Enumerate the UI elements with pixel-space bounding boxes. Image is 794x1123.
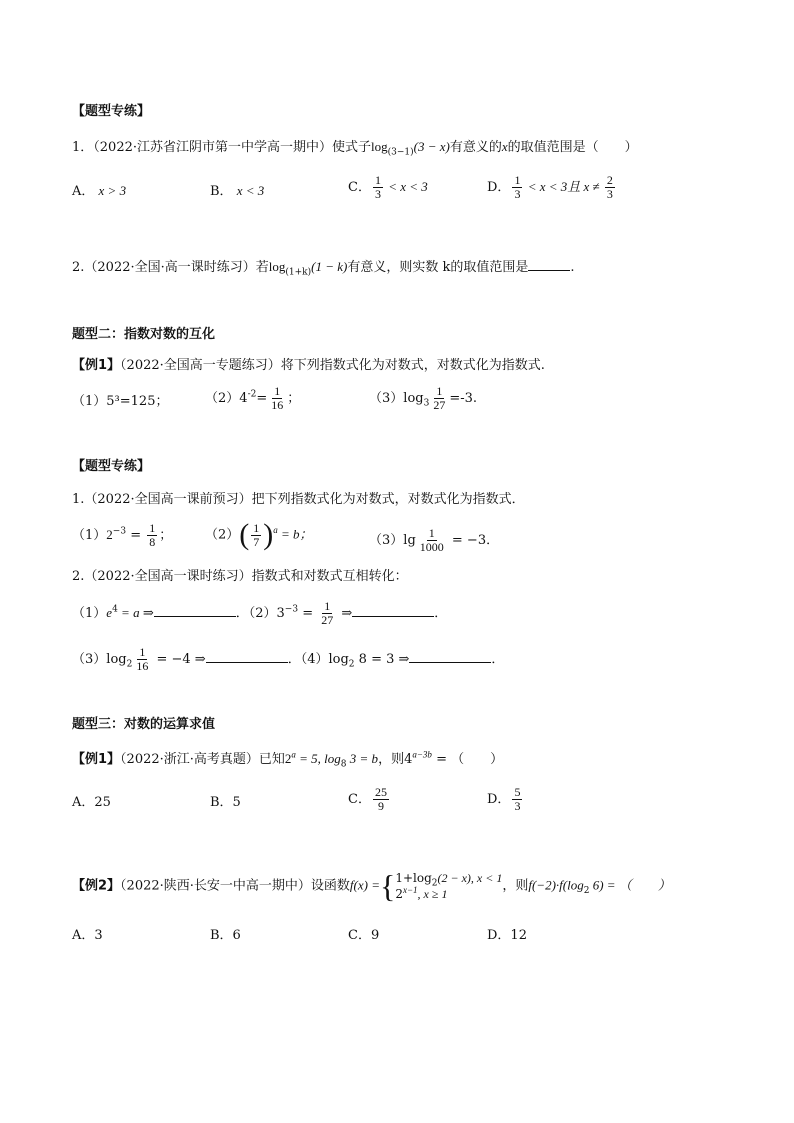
q2-answer-blank[interactable] xyxy=(528,258,570,271)
q1-option-d-den: 3 xyxy=(514,187,521,201)
q2-log-arg: (1 − k) xyxy=(311,259,348,274)
pq2-b-exp: −3 xyxy=(284,604,299,615)
pq2-c-base: 2 xyxy=(126,659,133,670)
pq2-b-den: 27 xyxy=(321,613,334,627)
q1-option-a[interactable] xyxy=(72,182,126,201)
q1-option-b-text: x < 3 xyxy=(236,183,265,198)
pq2-c-label: （3） xyxy=(72,652,107,667)
ex1-item2-base: 4 xyxy=(239,391,248,406)
question-1-stem xyxy=(72,138,638,157)
ex2-option-b[interactable]: B．6 xyxy=(210,928,241,943)
pq2-c-end: ． xyxy=(287,652,301,667)
ex2-brace: { xyxy=(379,868,396,904)
ex1b-option-c[interactable] xyxy=(348,786,391,813)
q1-option-c-den: 3 xyxy=(374,187,381,201)
pq1-c-lg: lg xyxy=(403,533,416,548)
ex1b-then: ，则 xyxy=(378,752,405,767)
pq1-a-den: 8 xyxy=(149,535,156,549)
pq1-c-frac xyxy=(418,527,446,554)
ex2-case2-exp: x−1 xyxy=(402,885,418,895)
ex1-item2-label: （2） xyxy=(205,391,240,406)
pq1-c-num: 1 xyxy=(428,526,435,540)
pq2-d-label: （4） xyxy=(300,652,329,667)
ex2-option-c[interactable]: C．9 xyxy=(348,928,380,943)
q1-suffix: 的取值范围是（ ） xyxy=(507,140,638,155)
ex1-item3-frac xyxy=(431,385,447,412)
pq2-c-num: 1 xyxy=(139,645,146,659)
q1-option-d-num: 1 xyxy=(514,173,521,187)
ex1b-q: 4 xyxy=(404,752,413,767)
q1-option-c-label: C． xyxy=(348,180,371,195)
pq2-d-base: 2 xyxy=(348,659,355,670)
pq2-b-frac xyxy=(319,600,335,627)
ex1b-q-end: = （ ） xyxy=(431,752,504,767)
q1-option-c-frac xyxy=(373,174,383,201)
ex1b-option-d-label: D． xyxy=(487,792,511,807)
example-1-label: 【例1】 xyxy=(72,358,121,373)
pq1-b-num: 1 xyxy=(253,520,260,535)
pq1-c-rest: = −3． xyxy=(447,533,500,548)
pq1-a-num: 1 xyxy=(149,521,156,535)
pq1-a-frac xyxy=(147,522,157,549)
pq2-d-answer-blank[interactable] xyxy=(409,650,491,663)
q1-var: x xyxy=(501,139,508,154)
pq1-b-rparen: ) xyxy=(263,518,274,551)
ex2-then: ，则 xyxy=(502,878,529,894)
ex1-item3-end: =-3. xyxy=(449,391,478,406)
q1-option-a-label: A． xyxy=(72,184,95,199)
practice-q1-item-3 xyxy=(369,527,499,554)
q1-option-c-rest: < x < 3 xyxy=(384,179,428,194)
pq1-b-den: 7 xyxy=(253,534,260,549)
example-2-text: （2022·陕西·长安一中高一期中）设函数 xyxy=(120,878,350,894)
pq2-a-rest: = a ⇒ xyxy=(117,605,154,620)
ex1b-option-c-num: 25 xyxy=(374,785,387,799)
ex1b-option-c-den: 9 xyxy=(377,799,384,813)
q1-option-c-num: 1 xyxy=(374,173,381,187)
q1-option-d-frac2 xyxy=(605,174,615,201)
q1-log-arg: (3 − x) xyxy=(413,139,450,154)
ex2-expr-end: 6) = （ ） xyxy=(589,877,671,893)
ex2-case-1 xyxy=(395,870,503,889)
q2-end: . xyxy=(570,260,575,275)
ex1b-expr1: 2 xyxy=(284,751,292,766)
pq2-a-base: e xyxy=(106,605,113,620)
pq2-b-num: 1 xyxy=(324,599,331,613)
ex1b-option-d-den: 3 xyxy=(514,799,521,813)
ex1b-expr2-base: 8 xyxy=(340,759,347,770)
ex1-item2-num: 1 xyxy=(274,384,281,398)
example-1b-label: 【例1】 xyxy=(72,752,121,767)
q1-option-d-frac xyxy=(512,174,522,201)
example-1-text: （2022·全国高一专题练习）将下列指数式化为对数式，对数式化为指数式. xyxy=(120,358,545,373)
section-title-type-3: 题型三：对数的运算求值 xyxy=(72,717,216,732)
q2-prefix: 2.（2022·全国·高一课时练习）若 xyxy=(72,260,269,275)
pq1-b-lparen: ( xyxy=(239,518,250,551)
q1-option-d-den2: 3 xyxy=(606,187,613,201)
ex1b-expr3: 3 = b xyxy=(346,751,379,766)
example-1-item-3 xyxy=(369,385,477,412)
ex2-option-d[interactable]: D．12 xyxy=(487,928,527,943)
ex2-f: f(x) = xyxy=(349,877,380,893)
ex2-option-a[interactable]: A．3 xyxy=(72,928,103,943)
q1-option-a-text: x > 3 xyxy=(98,183,127,198)
ex1b-option-c-label: C． xyxy=(348,792,371,807)
practice-q1-stem: 1.（2022·全国高一课前预习）把下列指数式化为对数式，对数式化为指数式． xyxy=(72,492,525,507)
ex1-item1-label: （1） xyxy=(72,394,107,409)
pq2-c-answer-blank[interactable] xyxy=(206,650,288,663)
pq1-b-frac xyxy=(251,522,261,549)
example-2-stem xyxy=(72,870,671,902)
pq1-c-den: 1000 xyxy=(419,540,444,554)
example-1-stem xyxy=(72,357,545,375)
ex1-item3-den: 27 xyxy=(433,398,446,412)
section-title-practice-1: 【题型专练】 xyxy=(72,104,151,119)
practice-q1-item-2 xyxy=(205,520,313,550)
pq2-c-frac xyxy=(134,646,150,673)
ex1b-option-c-frac xyxy=(373,786,389,813)
ex1b-expr1-exp: a xyxy=(291,749,296,760)
ex1-item3-base: 3 xyxy=(423,398,430,409)
practice-q1-item-1: $(1)2^{-3}$ = $\frac{1}{8}$ ； xyxy=(72,521,173,549)
pq1-c-label: （3） xyxy=(369,533,404,548)
pq1-a-end: ； xyxy=(159,528,173,543)
q2-log: log xyxy=(268,259,286,274)
question-2-stem xyxy=(72,258,575,277)
pq2-b-label: （2） xyxy=(248,606,277,621)
pq2-b-base: 3 xyxy=(276,606,285,621)
q2-log-base: (1+k) xyxy=(285,267,312,278)
ex2-case2-rest: , x ≥ 1 xyxy=(417,887,448,901)
ex2-cases xyxy=(395,870,502,902)
ex1-item2-den: 16 xyxy=(271,398,284,412)
q1-option-d[interactable] xyxy=(487,174,617,201)
ex2-case1-head: 1+log xyxy=(395,871,432,885)
ex2-case-2 xyxy=(395,886,502,902)
pq1-a-base: 2 xyxy=(106,527,113,542)
pq2-b-rest: ⇒ xyxy=(337,606,353,621)
pq1-b-label: （2） xyxy=(205,527,240,543)
pq1-b-rest: = b； xyxy=(277,526,313,542)
ex1-item1-text: 5³=125； xyxy=(106,394,169,409)
pq1-b-exp: a xyxy=(273,525,278,536)
pq2-d-end: ． xyxy=(491,652,505,667)
practice-q2-row-1: $(1)e^4 = a$ ⇒ ．$(2)3^{-3}$ = $\frac{1}{27}$ ⇒ ． xyxy=(72,599,448,627)
q1-option-d-mid: < x < 3且 xyxy=(524,179,584,194)
q1-mid: 有意义的 xyxy=(449,140,502,155)
q1-log: log xyxy=(371,139,388,154)
example-1b-stem xyxy=(72,750,503,769)
example-1-item-1 xyxy=(72,393,168,411)
ex1b-expr2: = 5, log xyxy=(295,751,341,766)
pq2-d-rest: 8 = 3 ⇒ xyxy=(354,652,410,667)
ex1-item2-end: ； xyxy=(287,391,301,406)
q1-prefix: 1．（2022·江苏省江阴市第一中学高一期中）使式子 xyxy=(72,140,371,155)
pq2-a-end: ． xyxy=(235,606,249,621)
ex1b-option-d-num: 5 xyxy=(514,785,521,799)
example-1b-text: （2022·浙江·高考真题）已知 xyxy=(120,752,285,767)
ex2-case2-head: 2 xyxy=(395,887,403,901)
ex1-item2-frac xyxy=(269,385,285,412)
ex1-item3-num: 1 xyxy=(436,384,443,398)
q1-option-b[interactable] xyxy=(210,182,264,201)
practice-q2-row-2 xyxy=(72,646,504,673)
q1-option-c[interactable] xyxy=(348,174,428,201)
example-1-item-2: $(2)4^{-2}=$ $\frac{1}{16}$ ； xyxy=(205,384,301,412)
ex1-item2-exp: -2 xyxy=(247,389,257,400)
ex2-expr: f(−2)·f(log xyxy=(528,877,584,893)
pq2-b-end: ． xyxy=(434,606,448,621)
example-2-label: 【例2】 xyxy=(72,878,121,894)
ex2-expr-base: 2 xyxy=(583,886,590,897)
pq2-a-answer-blank[interactable] xyxy=(154,604,236,617)
pq1-a-exp: −3 xyxy=(112,526,127,537)
q1-option-d-num2: 2 xyxy=(606,173,613,187)
ex1b-option-a[interactable]: A．25 xyxy=(72,795,111,810)
pq1-a-label: （1） xyxy=(72,528,107,543)
q2-suffix: 有意义，则实数 k的取值范围是 xyxy=(347,260,529,275)
ex1-item3-label: （3） xyxy=(369,391,404,406)
q1-option-b-label: B． xyxy=(210,184,233,199)
pq2-a-exp: 4 xyxy=(112,604,118,615)
q1-option-d-label: D． xyxy=(487,180,511,195)
pq2-c-log: log xyxy=(106,652,127,667)
ex2-case1-base: 2 xyxy=(431,878,438,889)
ex1-item3-log: log xyxy=(403,391,424,406)
pq2-c-rest: = −4 ⇒ xyxy=(152,652,206,667)
section-title-practice-2: 【题型专练】 xyxy=(72,459,151,474)
section-title-type-2: 题型二：指数对数的互化 xyxy=(72,327,216,342)
pq2-d-log: log xyxy=(328,652,349,667)
pq2-a-label: （1） xyxy=(72,606,107,621)
pq2-c-den: 16 xyxy=(136,659,149,673)
ex1b-option-d-frac xyxy=(512,786,522,813)
ex1b-option-d[interactable] xyxy=(487,786,524,813)
q1-log-base: (3−1) xyxy=(387,147,414,158)
ex1b-q-exp: a−3b xyxy=(412,749,432,760)
pq2-b-answer-blank[interactable] xyxy=(352,604,434,617)
practice-q2-stem: 2.（2022·全国高一课时练习）指数式和对数式互相转化： xyxy=(72,569,408,584)
ex1b-option-b[interactable]: B．5 xyxy=(210,795,241,810)
q1-option-d-var: x ≠ xyxy=(583,179,603,194)
ex2-case1-rest: (2 − x), x < 1 xyxy=(437,871,503,885)
